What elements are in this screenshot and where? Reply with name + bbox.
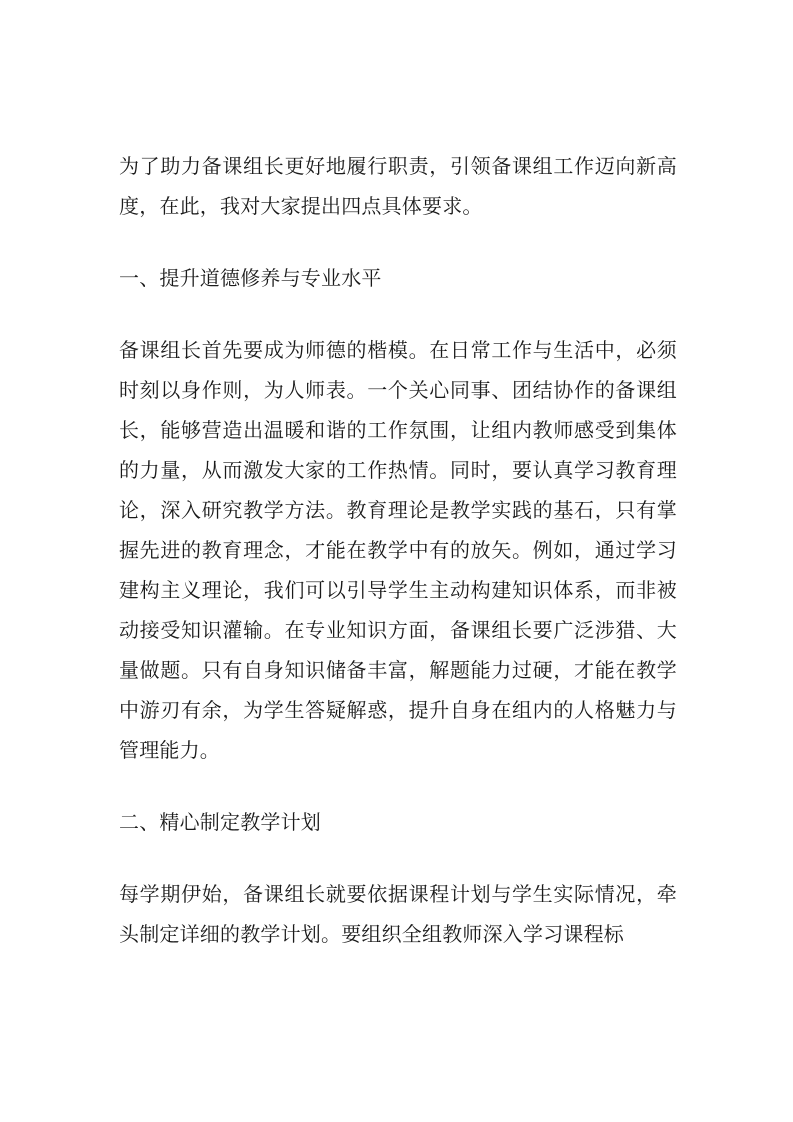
section-1-paragraph: 备课组长首先要成为师德的楷模。在日常工作与生活中，必须时刻以身作则，为人师表。一个关心同事、团结协作的备课组长，能够营造出温暖和谐的工作氛围，让组内教师感受到集体的力量，从而激发大家的工作热情。同时，要认真学习教育理论，深入研究教学方法。教育理论是教学实践的基石，只有掌握先进的教育理念，才能在教学中有的放矢。例如，通过学习建构主义理论，我们可以引导学生主动构建知识体系，而非被动接受知识灌输。在专业知识方面，备课组长要广泛涉猎、大量做题。只有自身知识储备丰富，解题能力过硬，才能在教学中游刃有余，为学生答疑解惑，提升自身在组内的人格魅力与管理能力。	[119, 338, 677, 762]
section-2-paragraph: 每学期伊始，备课组长就要依据课程计划与学生实际情况，牵头制定详细的教学计划。要组织全组教师深入学习课程标	[119, 882, 677, 946]
section-1-heading: 一、提升道德修养与专业水平	[119, 266, 382, 290]
intro-paragraph: 为了助力备课组长更好地履行职责，引领备课组工作迈向新高度，在此，我对大家提出四点具体要求。	[119, 154, 677, 218]
document-content	[119, 146, 677, 954]
section-2-heading: 二、精心制定教学计划	[119, 810, 321, 834]
